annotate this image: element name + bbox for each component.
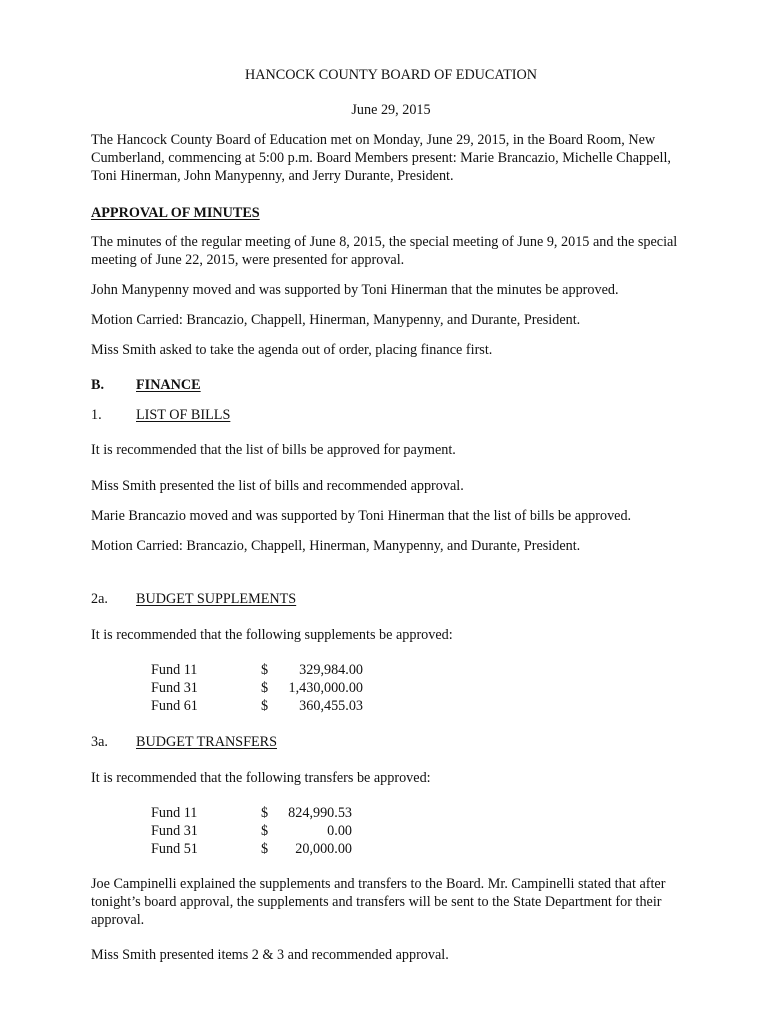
fund-amount: 0.00 — [327, 823, 352, 839]
minutes-paragraph-4: Miss Smith asked to take the agenda out of order, placing finance first. — [91, 342, 493, 358]
currency-symbol: $ — [261, 698, 269, 714]
transfers-intro: It is recommended that the following transfers be approved: — [91, 770, 431, 786]
fund-amount: 20,000.00 — [295, 841, 352, 857]
table-row — [151, 822, 352, 840]
minutes-heading: APPROVAL OF MINUTES — [91, 205, 260, 221]
currency-symbol: $ — [261, 662, 269, 678]
currency-symbol: $ — [261, 841, 269, 857]
section-letter: B. — [91, 377, 105, 393]
minutes-paragraph-1: The minutes of the regular meeting of June 8, 2015, the special meeting of June 9, 2015 and the special meeting of June 22, 2015, were presented for approval. — [91, 234, 678, 268]
table-row — [151, 804, 352, 822]
item-number: 2a. — [91, 591, 108, 607]
bills-paragraph-3: Marie Brancazio moved and was supported by Toni Hinerman that the list of bills be approved. — [91, 508, 632, 524]
item-number: 1. — [91, 407, 102, 423]
bills-paragraph-2: Miss Smith presented the list of bills and recommended approval. — [91, 478, 464, 494]
fund-label: Fund 31 — [151, 823, 198, 839]
currency-symbol: $ — [261, 680, 269, 696]
budget-transfers-heading: BUDGET TRANSFERS — [136, 734, 277, 750]
fund-label: Fund 61 — [151, 698, 198, 714]
currency-symbol: $ — [261, 805, 269, 821]
supplements-intro: It is recommended that the following supplements be approved: — [91, 627, 453, 643]
meeting-date: June 29, 2015 — [351, 102, 431, 118]
fund-amount: 1,430,000.00 — [288, 680, 363, 696]
table-row — [151, 697, 363, 715]
closing-paragraph-2: Miss Smith presented items 2 & 3 and recommended approval. — [91, 947, 449, 963]
bills-paragraph-4: Motion Carried: Brancazio, Chappell, Hinerman, Manypenny, and Durante, President. — [91, 538, 581, 554]
fund-amount: 824,990.53 — [288, 805, 352, 821]
fund-label: Fund 31 — [151, 680, 198, 696]
fund-amount: 329,984.00 — [299, 662, 363, 678]
intro-paragraph: The Hancock County Board of Education met on Monday, June 29, 2015, in the Board Room, New Cumberland, commencing at 5:00 p.m. Board Members present: Marie Brancazio, Michelle Chappell, Toni Hinerman, John Manypenny, and Jerry Durante, President. — [91, 132, 671, 184]
fund-label: Fund 11 — [151, 805, 198, 821]
table-row — [151, 840, 352, 858]
fund-label: Fund 51 — [151, 841, 198, 857]
minutes-paragraph-2: John Manypenny moved and was supported by Toni Hinerman that the minutes be approved. — [91, 282, 619, 298]
table-row — [151, 661, 363, 679]
closing-paragraph-1: Joe Campinelli explained the supplements and transfers to the Board. Mr. Campinelli stated that after tonight’s board approval, the supplements and transfers will be sent to the State Department for their approval. — [91, 876, 666, 928]
table-row — [151, 679, 363, 697]
budget-supplements-heading: BUDGET SUPPLEMENTS — [136, 591, 297, 607]
finance-heading: FINANCE — [136, 377, 201, 393]
minutes-paragraph-3: Motion Carried: Brancazio, Chappell, Hinerman, Manypenny, and Durante, President. — [91, 312, 581, 328]
document-title: HANCOCK COUNTY BOARD OF EDUCATION — [245, 67, 537, 83]
fund-label: Fund 11 — [151, 662, 198, 678]
fund-amount: 360,455.03 — [299, 698, 363, 714]
bills-paragraph-1: It is recommended that the list of bills be approved for payment. — [91, 442, 456, 458]
currency-symbol: $ — [261, 823, 269, 839]
item-number: 3a. — [91, 734, 108, 750]
list-of-bills-heading: LIST OF BILLS — [136, 407, 231, 423]
